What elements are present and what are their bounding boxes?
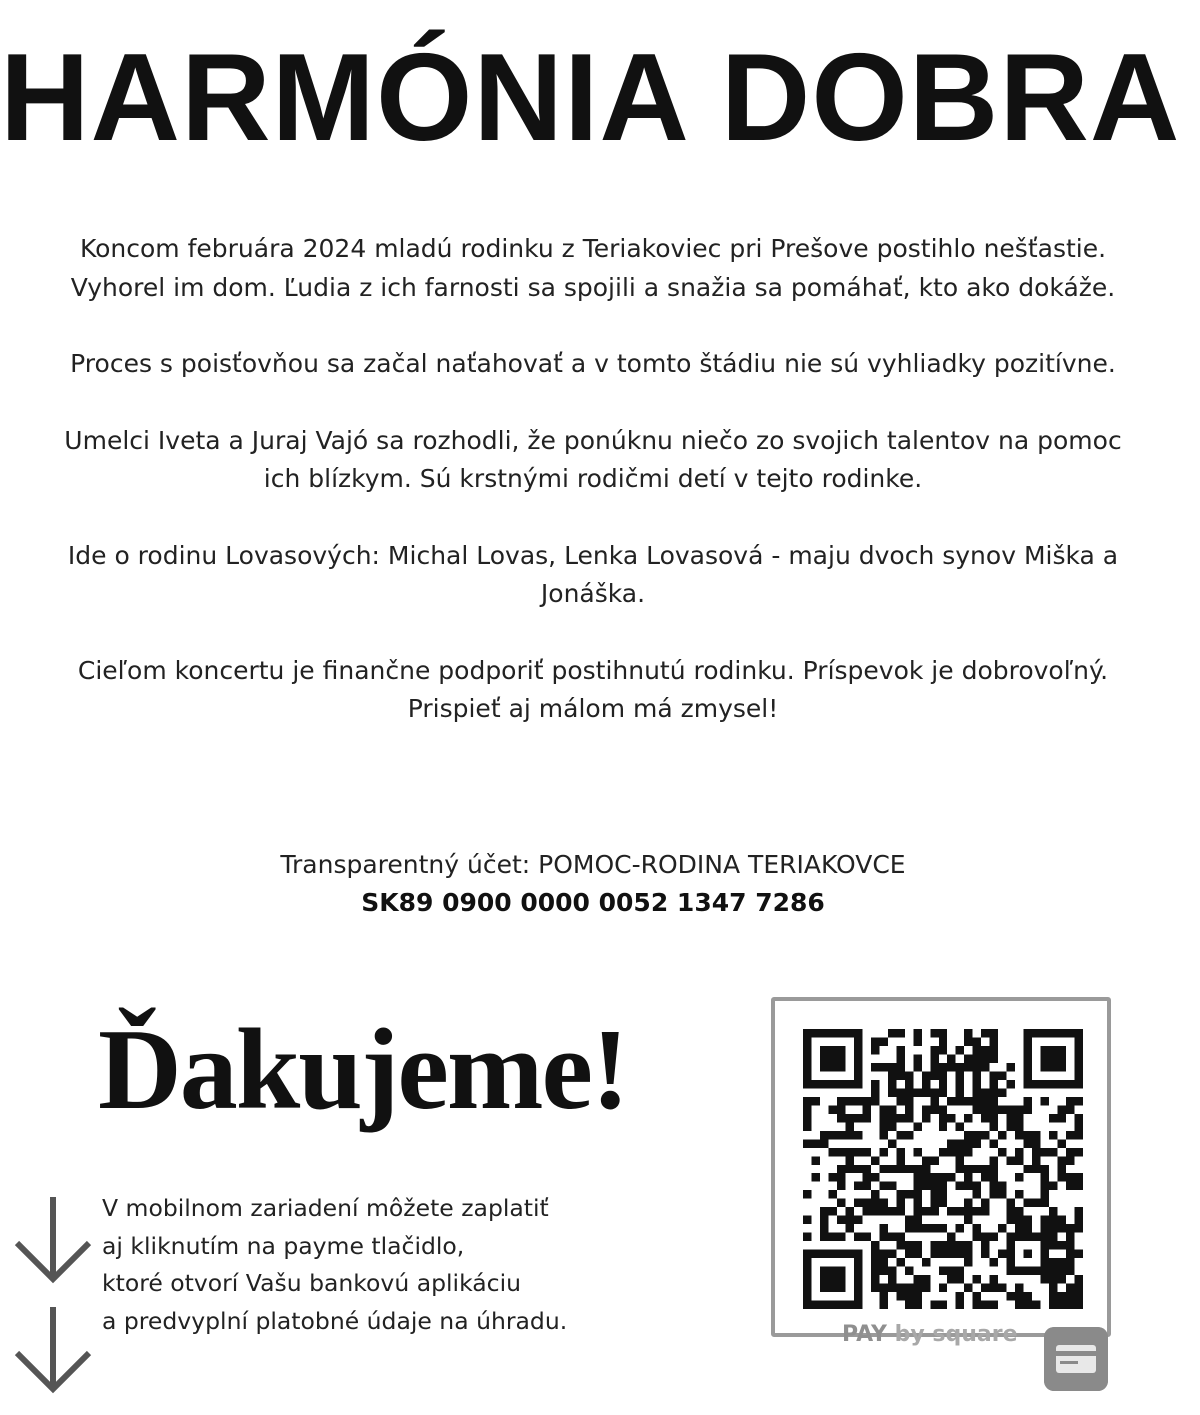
pay-brand-bold: PAY (842, 1322, 887, 1347)
mobile-payment-instructions (102, 1190, 722, 1340)
page-title: HARMÓNIA DOBRA (0, 29, 1181, 167)
qr-code[interactable] (803, 1029, 1083, 1309)
instruction-line: ktoré otvorí Vašu bankovú aplikáciu (102, 1269, 522, 1297)
account-info (60, 846, 1126, 922)
paragraph-insurance: Proces s poisťovňou sa začal naťahovať a v tomto štádiu nie sú vyhliadky pozitívne. (70, 349, 1116, 378)
paragraph-goal: Cieľom koncertu je finančne podporiť postihnutú rodinku. Príspevok je dobrovoľný. Prispieť aj málom má zmysel! (77, 655, 1109, 723)
qr-code-frame[interactable] (771, 997, 1111, 1337)
account-iban: SK89 0900 0000 0052 1347 7286 (361, 888, 825, 917)
instruction-line: V mobilnom zariadení môžete zaplatiť (102, 1194, 549, 1222)
instruction-line: a predvyplní platobné údaje na úhradu. (102, 1306, 568, 1335)
description (60, 230, 1126, 767)
paragraph-fire: Koncom februára 2024 mladú rodinku z Teriakoviec pri Prešove postihlo nešťastie. Vyhorel im dom. Ľudia z ich farnosti sa spojili a snažia sa pomáhať, kto ako dokáže. (70, 234, 1116, 302)
pay-brand-rest: by square (894, 1322, 1018, 1347)
paragraph-family: Ide o rodinu Lovasových: Michal Lovas, Lenka Lovasová - maju dvoch synov Miška a Jonáška. (67, 540, 1119, 608)
pay-by-square-logo (842, 1322, 1018, 1347)
arrow-down-icon (17, 1197, 89, 1279)
thanks-heading: Ďakujeme! (98, 1006, 628, 1134)
account-label: Transparentný účet: POMOC-RODINA TERIAKOVCE (280, 850, 906, 879)
paragraph-artists: Umelci Iveta a Juraj Vajó sa rozhodli, že ponúknu niečo zo svojich talentov na pomoc ich blízkym. Sú krstnými rodičmi detí v tejto rodinke. (64, 425, 1122, 493)
arrow-down-icon (17, 1307, 89, 1389)
payment-card-icon[interactable] (1044, 1327, 1108, 1391)
arrows-group (14, 1195, 92, 1395)
instruction-line: aj kliknutím na payme tlačidlo, (102, 1231, 465, 1260)
